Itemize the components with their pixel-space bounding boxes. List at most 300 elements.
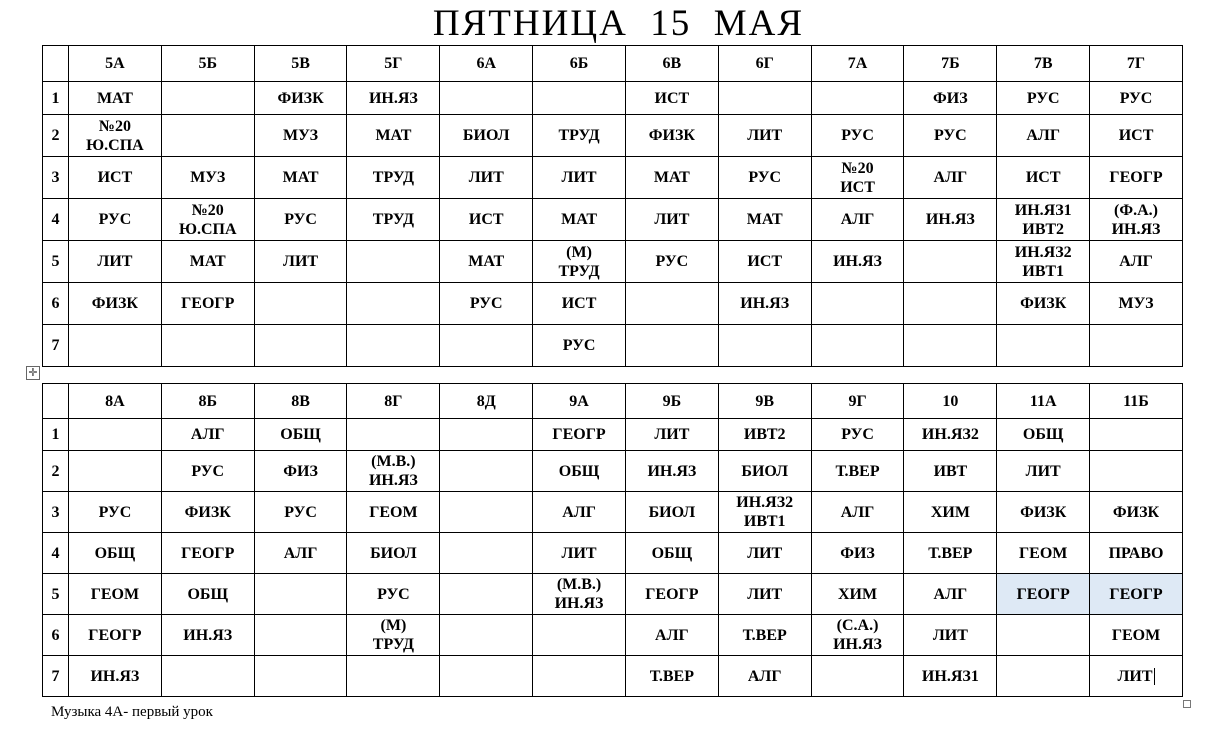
page-title: ПЯТНИЦА 15 МАЯ xyxy=(432,3,805,44)
lesson-cell[interactable] xyxy=(1090,656,1183,697)
class-header-cell[interactable] xyxy=(533,46,626,82)
subject-label: ГЕОГР xyxy=(1109,585,1163,603)
lesson-cell[interactable] xyxy=(904,115,997,157)
class-header-cell[interactable] xyxy=(347,46,440,82)
lesson-cell[interactable] xyxy=(904,615,997,656)
lesson-cell[interactable] xyxy=(811,283,904,325)
lesson-cell[interactable] xyxy=(1090,492,1183,533)
subject-label: БИОЛ xyxy=(462,127,510,144)
lesson-cell[interactable] xyxy=(997,574,1090,615)
lesson-cell[interactable] xyxy=(347,283,440,325)
lesson-cell[interactable] xyxy=(718,492,811,533)
lesson-cell[interactable] xyxy=(811,199,904,241)
table-row xyxy=(43,199,1183,241)
lesson-number-cell[interactable] xyxy=(43,492,69,533)
lesson-cell[interactable] xyxy=(718,115,811,157)
lesson-cell[interactable] xyxy=(1090,199,1183,241)
lesson-number: 7 xyxy=(51,337,60,354)
lesson-number: 2 xyxy=(51,127,60,144)
lesson-cell[interactable] xyxy=(811,574,904,615)
lesson-number: 5 xyxy=(51,585,60,603)
subject-label: МАТ xyxy=(282,169,319,186)
lesson-number-cell[interactable] xyxy=(43,656,69,697)
lesson-cell[interactable] xyxy=(904,574,997,615)
lesson-number-cell[interactable] xyxy=(43,115,69,157)
class-name: 8В xyxy=(291,392,310,410)
lesson-cell[interactable] xyxy=(533,451,626,492)
lesson-cell[interactable] xyxy=(904,157,997,199)
lesson-cell[interactable] xyxy=(254,615,347,656)
lesson-cell[interactable] xyxy=(69,241,162,283)
lesson-cell[interactable] xyxy=(440,82,533,115)
lesson-cell[interactable] xyxy=(533,574,626,615)
lesson-cell[interactable] xyxy=(161,199,254,241)
lesson-cell[interactable] xyxy=(440,199,533,241)
lesson-cell[interactable] xyxy=(625,574,718,615)
subject-label: ФИЗК xyxy=(1020,295,1067,312)
lesson-cell[interactable] xyxy=(625,199,718,241)
subject-label: ИН.ЯЗ xyxy=(368,89,418,107)
lesson-cell[interactable] xyxy=(904,656,997,697)
resize-handle-icon[interactable] xyxy=(1183,700,1191,708)
class-header-cell[interactable] xyxy=(811,384,904,419)
table-row xyxy=(43,492,1183,533)
lesson-cell[interactable] xyxy=(347,115,440,157)
lesson-cell[interactable] xyxy=(161,492,254,533)
lesson-cell[interactable] xyxy=(625,82,718,115)
class-name: 7А xyxy=(847,55,868,72)
lesson-cell[interactable] xyxy=(69,199,162,241)
subject-label: РУС xyxy=(98,211,132,228)
lesson-cell[interactable] xyxy=(69,325,162,367)
lesson-cell[interactable] xyxy=(997,419,1090,451)
subject-label: АЛГ xyxy=(933,585,968,603)
class-name: 8Б xyxy=(198,392,218,410)
lesson-cell[interactable] xyxy=(625,533,718,574)
lesson-cell[interactable] xyxy=(254,451,347,492)
lesson-cell[interactable] xyxy=(440,615,533,656)
lesson-cell[interactable] xyxy=(69,656,162,697)
lesson-cell[interactable] xyxy=(811,325,904,367)
lesson-cell[interactable] xyxy=(718,451,811,492)
lesson-cell[interactable] xyxy=(718,656,811,697)
subject-label: ГЕОГР xyxy=(1109,169,1163,186)
subject-label: Т.ВЕР xyxy=(742,626,787,644)
subject-label: БИОЛ xyxy=(648,503,696,521)
lesson-cell[interactable] xyxy=(69,82,162,115)
subject-label: ИН.ЯЗ xyxy=(925,211,975,228)
lesson-cell[interactable] xyxy=(811,241,904,283)
class-header-cell[interactable] xyxy=(625,384,718,419)
lesson-cell[interactable] xyxy=(625,615,718,656)
subject-label: №20 Ю.СПА xyxy=(178,201,237,238)
class-header-cell[interactable] xyxy=(1090,384,1183,419)
subject-label: ИСТ xyxy=(1025,169,1061,186)
subject-label: ГЕОГР xyxy=(552,426,606,443)
lesson-number-cell[interactable] xyxy=(43,574,69,615)
lesson-cell[interactable] xyxy=(347,157,440,199)
lesson-cell[interactable] xyxy=(718,199,811,241)
lesson-cell[interactable] xyxy=(69,533,162,574)
lesson-number-cell[interactable] xyxy=(43,325,69,367)
lesson-cell[interactable] xyxy=(718,283,811,325)
class-header-cell[interactable] xyxy=(254,46,347,82)
lesson-cell[interactable] xyxy=(254,82,347,115)
subject-label: ТРУД xyxy=(372,211,414,228)
lesson-number-cell[interactable] xyxy=(43,451,69,492)
lesson-cell[interactable] xyxy=(625,283,718,325)
table-row xyxy=(43,82,1183,115)
lesson-cell[interactable] xyxy=(440,451,533,492)
lesson-cell[interactable] xyxy=(1090,157,1183,199)
lesson-cell[interactable] xyxy=(161,325,254,367)
text-cursor xyxy=(1154,668,1155,685)
lesson-cell[interactable] xyxy=(254,115,347,157)
lesson-cell[interactable] xyxy=(440,533,533,574)
lesson-cell[interactable] xyxy=(625,419,718,451)
subject-label: ГЕОГР xyxy=(1016,585,1070,603)
subject-label: ФИЗ xyxy=(840,544,875,562)
lesson-cell[interactable] xyxy=(997,241,1090,283)
lesson-cell[interactable] xyxy=(718,325,811,367)
lesson-cell[interactable] xyxy=(997,533,1090,574)
lesson-cell[interactable] xyxy=(997,656,1090,697)
lesson-cell[interactable] xyxy=(254,241,347,283)
subject-label: ФИЗК xyxy=(648,127,695,144)
lesson-cell[interactable] xyxy=(533,82,626,115)
lesson-cell[interactable] xyxy=(254,199,347,241)
subject-label: РУС xyxy=(377,585,410,603)
subject-label: МАТ xyxy=(746,211,783,228)
subject-label: ИН.ЯЗ1 ИВТ2 xyxy=(1014,201,1072,238)
lesson-cell[interactable] xyxy=(997,199,1090,241)
subject-label: ОБЩ xyxy=(651,544,693,562)
lesson-cell[interactable] xyxy=(161,451,254,492)
lesson-cell[interactable] xyxy=(533,656,626,697)
lesson-number-cell[interactable] xyxy=(43,615,69,656)
lesson-cell[interactable] xyxy=(811,419,904,451)
lesson-cell[interactable] xyxy=(161,574,254,615)
lesson-cell[interactable] xyxy=(254,283,347,325)
subject-label: ТРУД xyxy=(558,127,600,144)
lesson-cell[interactable] xyxy=(1090,574,1183,615)
table-row xyxy=(43,656,1183,697)
subject-label: (М.В.) ИН.ЯЗ xyxy=(368,453,418,489)
lesson-cell[interactable] xyxy=(440,574,533,615)
subject-label: АЛГ xyxy=(283,544,318,562)
class-header-cell[interactable] xyxy=(161,46,254,82)
lesson-cell[interactable] xyxy=(69,283,162,325)
lesson-cell[interactable] xyxy=(625,451,718,492)
lesson-cell[interactable] xyxy=(811,451,904,492)
subject-label: МУЗ xyxy=(190,169,226,186)
subject-label: БИОЛ xyxy=(370,544,417,562)
lesson-cell[interactable] xyxy=(161,283,254,325)
class-header-cell[interactable] xyxy=(718,46,811,82)
lesson-cell[interactable] xyxy=(347,574,440,615)
class-header-cell[interactable] xyxy=(1090,46,1183,82)
subject-label: ИСТ xyxy=(468,211,504,228)
lesson-cell[interactable] xyxy=(1090,615,1183,656)
lesson-number: 4 xyxy=(51,211,60,228)
lesson-cell[interactable] xyxy=(161,615,254,656)
lesson-cell[interactable] xyxy=(904,325,997,367)
lesson-cell[interactable] xyxy=(904,492,997,533)
lesson-cell[interactable] xyxy=(347,82,440,115)
lesson-cell[interactable] xyxy=(1090,533,1183,574)
lesson-number-cell[interactable] xyxy=(43,283,69,325)
lesson-cell[interactable] xyxy=(625,656,718,697)
lesson-cell[interactable] xyxy=(347,492,440,533)
lesson-cell[interactable] xyxy=(904,283,997,325)
lesson-cell[interactable] xyxy=(904,533,997,574)
lesson-cell[interactable] xyxy=(1090,241,1183,283)
lesson-cell[interactable] xyxy=(533,199,626,241)
class-header-cell[interactable] xyxy=(997,384,1090,419)
lesson-number-cell[interactable] xyxy=(43,533,69,574)
lesson-cell[interactable] xyxy=(69,115,162,157)
lesson-cell[interactable] xyxy=(440,419,533,451)
footnote: Музыка 4А- первый урок xyxy=(51,704,213,720)
lesson-cell[interactable] xyxy=(161,533,254,574)
lesson-number: 2 xyxy=(51,462,60,480)
class-header-cell[interactable] xyxy=(254,384,347,419)
subject-label: АЛГ xyxy=(562,503,596,521)
lesson-cell[interactable] xyxy=(347,199,440,241)
subject-label: ИН.ЯЗ2 xyxy=(921,426,979,443)
lesson-cell[interactable] xyxy=(440,157,533,199)
class-header-cell[interactable] xyxy=(904,384,997,419)
lesson-cell[interactable] xyxy=(440,325,533,367)
lesson-cell[interactable] xyxy=(533,325,626,367)
class-header-cell[interactable] xyxy=(161,384,254,419)
lesson-cell[interactable] xyxy=(997,492,1090,533)
subject-label: ИН.ЯЗ2 ИВТ1 xyxy=(736,494,794,530)
lesson-cell[interactable] xyxy=(533,492,626,533)
schedule-table-grades-8-11[interactable] xyxy=(42,383,1183,697)
lesson-cell[interactable] xyxy=(997,451,1090,492)
lesson-cell[interactable] xyxy=(625,241,718,283)
class-name: 7Г xyxy=(1126,55,1146,72)
lesson-cell[interactable] xyxy=(533,283,626,325)
lesson-cell[interactable] xyxy=(904,82,997,115)
subject-label: (Ф.А.) ИН.ЯЗ xyxy=(1111,201,1161,238)
class-name: 7В xyxy=(1033,55,1053,72)
lesson-cell[interactable] xyxy=(997,325,1090,367)
subject-label: ГЕОМ xyxy=(1018,544,1068,562)
lesson-cell[interactable] xyxy=(904,241,997,283)
class-header-cell[interactable] xyxy=(718,384,811,419)
lesson-cell[interactable] xyxy=(254,325,347,367)
lesson-cell[interactable] xyxy=(625,157,718,199)
subject-label: №20 Ю.СПА xyxy=(86,117,144,154)
lesson-cell[interactable] xyxy=(1090,419,1183,451)
lesson-cell[interactable] xyxy=(1090,283,1183,325)
lesson-cell[interactable] xyxy=(161,115,254,157)
lesson-cell[interactable] xyxy=(811,533,904,574)
lesson-cell[interactable] xyxy=(254,419,347,451)
table-row xyxy=(43,615,1183,656)
lesson-cell[interactable] xyxy=(718,533,811,574)
lesson-cell[interactable] xyxy=(625,115,718,157)
lesson-cell[interactable] xyxy=(904,451,997,492)
class-header-cell[interactable] xyxy=(69,46,162,82)
lesson-cell[interactable] xyxy=(161,82,254,115)
lesson-cell[interactable] xyxy=(625,325,718,367)
lesson-cell[interactable] xyxy=(997,82,1090,115)
subject-label: №20 ИСТ xyxy=(840,159,875,196)
lesson-number: 1 xyxy=(51,89,60,107)
lesson-cell[interactable] xyxy=(533,615,626,656)
subject-label: РУС xyxy=(98,503,132,521)
header-corner-cell[interactable] xyxy=(43,384,69,419)
class-name: 10 xyxy=(942,392,959,410)
class-header-cell[interactable] xyxy=(997,46,1090,82)
lesson-cell[interactable] xyxy=(69,615,162,656)
subject-label: АЛГ xyxy=(840,211,875,228)
subject-label: АЛГ xyxy=(190,426,225,443)
lesson-cell[interactable] xyxy=(161,419,254,451)
lesson-number-cell[interactable] xyxy=(43,82,69,115)
subject-label: РУС xyxy=(1119,89,1153,107)
lesson-cell[interactable] xyxy=(347,615,440,656)
lesson-cell[interactable] xyxy=(811,615,904,656)
lesson-cell[interactable] xyxy=(904,419,997,451)
lesson-cell[interactable] xyxy=(997,283,1090,325)
lesson-cell[interactable] xyxy=(1090,325,1183,367)
subject-label: ИСТ xyxy=(561,295,597,312)
subject-label: ФИЗ xyxy=(283,462,318,480)
lesson-cell[interactable] xyxy=(997,115,1090,157)
lesson-cell[interactable] xyxy=(347,325,440,367)
subject-label: МАТ xyxy=(468,253,505,270)
lesson-cell[interactable] xyxy=(254,533,347,574)
subject-label: ЛИТ xyxy=(654,211,690,228)
lesson-cell[interactable] xyxy=(440,656,533,697)
lesson-number-cell[interactable] xyxy=(43,241,69,283)
subject-label: ЛИТ xyxy=(1117,667,1153,685)
lesson-cell[interactable] xyxy=(811,492,904,533)
lesson-cell[interactable] xyxy=(625,492,718,533)
lesson-cell[interactable] xyxy=(161,241,254,283)
lesson-cell[interactable] xyxy=(718,574,811,615)
lesson-number: 5 xyxy=(51,253,60,270)
lesson-cell[interactable] xyxy=(347,656,440,697)
lesson-cell[interactable] xyxy=(533,115,626,157)
lesson-cell[interactable] xyxy=(718,82,811,115)
subject-label: ИВТ xyxy=(933,462,968,480)
subject-label: РУС xyxy=(655,253,689,270)
lesson-cell[interactable] xyxy=(533,533,626,574)
subject-label: ЛИТ xyxy=(97,253,133,270)
lesson-cell[interactable] xyxy=(440,115,533,157)
lesson-cell[interactable] xyxy=(440,283,533,325)
subject-label: Т.ВЕР xyxy=(928,544,973,562)
lesson-cell[interactable] xyxy=(161,157,254,199)
class-name: 8Г xyxy=(384,392,403,410)
lesson-cell[interactable] xyxy=(69,574,162,615)
lesson-cell[interactable] xyxy=(347,241,440,283)
move-cross-icon[interactable]: ✛ xyxy=(26,366,40,380)
table-row xyxy=(43,241,1183,283)
subject-label: РУС xyxy=(469,295,503,312)
lesson-cell[interactable] xyxy=(440,241,533,283)
lesson-number-cell[interactable] xyxy=(43,157,69,199)
lesson-cell[interactable] xyxy=(347,533,440,574)
lesson-cell[interactable] xyxy=(533,241,626,283)
header-corner-cell[interactable] xyxy=(43,46,69,82)
lesson-cell[interactable] xyxy=(347,451,440,492)
lesson-cell[interactable] xyxy=(718,241,811,283)
class-header-cell[interactable] xyxy=(811,46,904,82)
table-row xyxy=(43,325,1183,367)
table-row xyxy=(43,283,1183,325)
lesson-cell[interactable] xyxy=(69,492,162,533)
class-header-cell[interactable] xyxy=(69,384,162,419)
lesson-cell[interactable] xyxy=(718,419,811,451)
subject-label: ЛИТ xyxy=(747,585,783,603)
lesson-cell[interactable] xyxy=(718,615,811,656)
lesson-cell[interactable] xyxy=(254,157,347,199)
lesson-cell[interactable] xyxy=(440,492,533,533)
class-header-cell[interactable] xyxy=(533,384,626,419)
class-header-cell[interactable] xyxy=(440,384,533,419)
lesson-cell[interactable] xyxy=(1090,451,1183,492)
lesson-cell[interactable] xyxy=(997,157,1090,199)
lesson-cell[interactable] xyxy=(997,615,1090,656)
lesson-cell[interactable] xyxy=(811,115,904,157)
lesson-cell[interactable] xyxy=(533,157,626,199)
lesson-cell[interactable] xyxy=(254,574,347,615)
lesson-cell[interactable] xyxy=(254,492,347,533)
subject-label: ГЕОГР xyxy=(88,626,142,644)
lesson-cell[interactable] xyxy=(904,199,997,241)
lesson-cell[interactable] xyxy=(69,419,162,451)
lesson-number-cell[interactable] xyxy=(43,199,69,241)
lesson-cell[interactable] xyxy=(718,157,811,199)
subject-label: ФИЗК xyxy=(91,295,139,312)
class-header-cell[interactable] xyxy=(440,46,533,82)
subject-label: ИН.ЯЗ xyxy=(183,626,233,644)
class-header-cell[interactable] xyxy=(625,46,718,82)
class-header-cell[interactable] xyxy=(347,384,440,419)
subject-label: ИН.ЯЗ2 ИВТ1 xyxy=(1014,243,1072,280)
subject-label: ИН.ЯЗ xyxy=(647,462,697,480)
lesson-cell[interactable] xyxy=(347,419,440,451)
lesson-cell[interactable] xyxy=(69,157,162,199)
subject-label: ОБЩ xyxy=(187,585,229,603)
subject-label: ГЕОМ xyxy=(369,503,418,521)
class-name: 8А xyxy=(105,392,125,410)
lesson-number: 4 xyxy=(51,544,60,562)
lesson-cell[interactable] xyxy=(811,656,904,697)
subject-label: ПРАВО xyxy=(1108,544,1164,562)
class-name: 6Б xyxy=(569,55,589,72)
schedule-table-grades-5-7[interactable] xyxy=(42,45,1183,367)
class-header-cell[interactable] xyxy=(904,46,997,82)
lesson-cell[interactable] xyxy=(69,451,162,492)
lesson-cell[interactable] xyxy=(1090,115,1183,157)
lesson-number-cell[interactable] xyxy=(43,419,69,451)
lesson-cell[interactable] xyxy=(254,656,347,697)
lesson-cell[interactable] xyxy=(811,82,904,115)
lesson-cell[interactable] xyxy=(533,419,626,451)
lesson-cell[interactable] xyxy=(811,157,904,199)
lesson-cell[interactable] xyxy=(161,656,254,697)
lesson-cell[interactable] xyxy=(1090,82,1183,115)
subject-label: МАТ xyxy=(653,169,690,186)
subject-label: РУС xyxy=(841,426,874,443)
